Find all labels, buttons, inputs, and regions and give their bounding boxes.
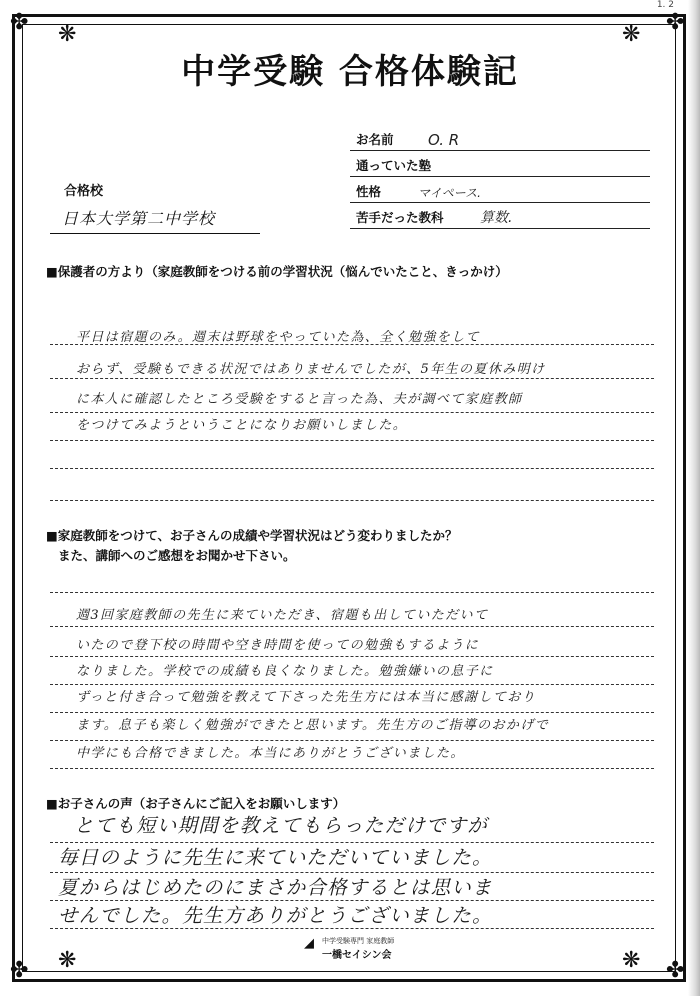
ruled-line: [50, 378, 654, 379]
info-row-weak-subject: [350, 206, 650, 229]
company-logo-icon: ◢: [304, 936, 314, 951]
school-label: 合格校: [64, 184, 104, 199]
section-progress-subheading: また、講師へのご感想をお聞かせ下さい。: [58, 548, 296, 563]
ruled-line: [50, 626, 654, 627]
name-value: O. R: [428, 131, 460, 149]
progress-text-line: なりました。学校での成績も良くなりました。勉強嫌いの息子に: [76, 664, 494, 679]
section-child-heading: ■お子さんの声（お子さんにご記入をお願いします）: [46, 796, 346, 811]
weak-subject-label: 苦手だった教科: [356, 210, 444, 225]
corner-ornament-icon: ✤: [666, 10, 685, 35]
corner-ornament-icon: ❋: [58, 22, 77, 47]
corner-ornament-icon: ❋: [58, 948, 77, 973]
footer-company-name: 一橋セイシン会: [322, 950, 392, 961]
ruled-line: [50, 928, 654, 929]
weak-subject-value: 算数.: [480, 210, 513, 226]
info-row-cram-school: [350, 154, 650, 177]
child-text-line: とても短い期間を教えてもらっただけですが: [74, 814, 489, 837]
progress-text-line: いたので登下校の時間や空き時間を使っての勉強もするように: [76, 638, 480, 653]
corner-ornament-icon: ✤: [666, 958, 685, 983]
cram-school-label: 通っていた塾: [356, 158, 432, 173]
parent-text-line: 平日は宿題のみ。週末は野球をやっていた為、全く勉強をして: [76, 330, 480, 345]
school-value: 日本大学第二中学校: [62, 209, 216, 228]
personality-label: 性格: [356, 184, 382, 199]
section-progress-heading: ■家庭教師をつけて、お子さんの成績や学習状況はどう変わりましたか？: [46, 528, 458, 543]
parent-text-line: に本人に確認したところ受験をすると言った為、夫が調べて家庭教師: [76, 392, 523, 407]
page-number: 1. 2: [656, 0, 674, 10]
corner-ornament-icon: ✤: [10, 10, 29, 35]
ruled-line: [50, 656, 654, 657]
corner-ornament-icon: ❋: [622, 22, 641, 47]
page-title: 中学受験 合格体験記: [181, 52, 519, 92]
ruled-line: [50, 768, 654, 769]
parent-text-line: おらず、受験もできる状況ではありませんでしたが、5年生の夏休み明け: [76, 362, 546, 377]
progress-text-line: 中学にも合格できました。本当にありがとうございました。: [76, 746, 465, 761]
progress-text-line: ずっと付き合って勉強を教えて下さった先生方には本当に感謝しており: [76, 690, 537, 705]
school-underline: [50, 233, 260, 234]
name-label: お名前: [356, 132, 394, 147]
progress-text-line: ます。息子も楽しく勉強ができたと思います。先生方のご指導のおかげで: [76, 718, 550, 733]
personality-value: マイペース.: [418, 186, 481, 200]
parent-text-line: をつけてみようということになりお願いしました。: [76, 418, 408, 433]
ruled-line: [50, 684, 654, 685]
section-parent-heading: ■保護者の方より（家庭教師をつける前の学習状況（悩んでいたこと、きっかけ）: [46, 264, 508, 279]
ruled-line: [50, 592, 654, 593]
scan-edge-shadow: [688, 0, 700, 996]
child-text-line: 毎日のように先生に来ていただいていました。: [58, 846, 493, 869]
ruled-line: [50, 740, 654, 741]
info-row-name: [350, 128, 650, 151]
child-text-line: 夏からはじめたのにまさか合格するとは思いま: [58, 876, 493, 899]
footer-tagline: 中学受験専門 家庭教師: [322, 937, 395, 945]
ruled-line: [50, 440, 654, 441]
corner-ornament-icon: ❋: [622, 948, 641, 973]
info-row-personality: [350, 180, 650, 203]
ruled-line: [50, 500, 654, 501]
progress-text-line: 週3回家庭教師の先生に来ていただき、宿題も出していただいて: [76, 608, 489, 623]
corner-ornament-icon: ✤: [10, 958, 29, 983]
child-text-line: せんでした。先生方ありがとうございました。: [58, 904, 493, 927]
ruled-line: [50, 712, 654, 713]
ruled-line: [50, 412, 654, 413]
ruled-line: [50, 468, 654, 469]
